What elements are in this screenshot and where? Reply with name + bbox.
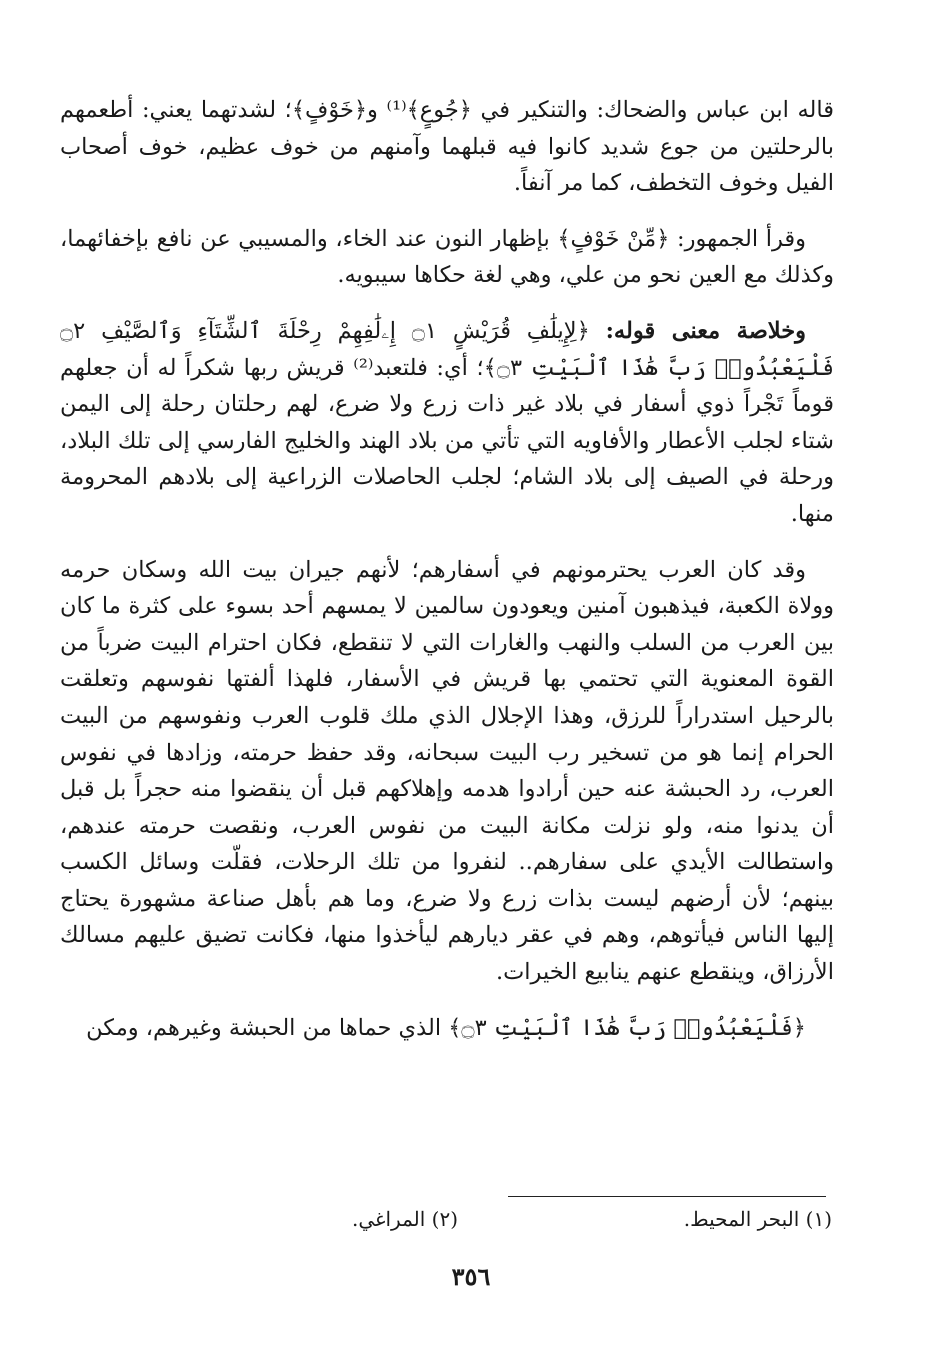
paragraph-1: قاله ابن عباس والضحاك: والتنكير في ﴿جُوعٍ﴾⁽¹⁾ و﴿خَوْفٍ﴾؛ لشدتهما يعني: أطعمهم بالرحلتين من جوع شديد كانوا فيه قبلهما وآمنهم من خوف عظيم، خوف أصحاب الفيل وخوف التخطف، كما مر آنفاً. <box>60 97 834 197</box>
paragraph-3 <box>60 313 834 533</box>
summary-text: ﴿لِإِيلَٰفِ قُرَيْشٍ ۝١ إِۦلَٰفِهِمْ رِحْلَةَ ٱلشِّتَآءِ وَٱلصَّيْفِ ۝٢ فَلْيَعْبُدُوا۟ رَبَّ هَٰذَا ٱلْبَيْتِ ۝٣﴾؛ أي: فلتعبد⁽²⁾ قريش ربها شكراً له أن جعلهم قوماً تَجْراً ذوي أسفار في بلاد غير ذات زرع ولا ضرع، لهم رحلتان رحلة إلى اليمن شتاء لجلب الأعطار والأفاويه التي تأتي من بلاد الهند والخليج الفارسي إلى تلك البلاد، ورحلة في الصيف إلى بلاد الشام؛ لجلب الحاصلات الزراعية إلى بلادهم المحرومة منها. <box>60 317 834 527</box>
paragraph-2: وقرأ الجمهور: ﴿مِّنْ خَوْفٍ﴾ بإظهار النون عند الخاء، والمسيبي عن نافع بإخفائهما، وكذلك مع العين نحو من علي، وهي لغة حكاها سيبويه. <box>60 225 834 289</box>
footnote-separator <box>508 1196 826 1197</box>
footnote-1: (١) البحر المحيط. <box>683 1207 832 1231</box>
summary-heading: وخلاصة معنى قوله: <box>605 317 807 344</box>
footnote-2: (٢) المراغي. <box>351 1207 458 1231</box>
paragraph-4: وقد كان العرب يحترمونهم في أسفارهم؛ لأنهم جيران بيت الله وسكان حرمه وولاة الكعبة، فيذهبون آمنين ويعودون سالمين لا يمسهم أحد بسوء على كثرة ما كان بين العرب من السلب والنهب والغارات التي لا تنقطع، فكان احترام البيت ضرباً من القوة المعنوية التي تحتمي بها قريش في الأسفار، فلهذا ألفتها نفوسهم وتعلقت بالرحيل استدراراً للرزق، وهذا الإجلال الذي ملك قلوب العرب ونفوسهم من البيت الحرام إنما هو من تسخير رب البيت سبحانه، وقد حفظ حرمته، وزادها في نفوس العرب، رد الحبشة عنه حين أرادوا هدمه وإهلاكهم قبل أن ينقضوا منه حجراً بل قبل أن يدنوا منه، ولو نزلت مكانة البيت من نفوس العرب، ونقصت حرمته عندهم، واستطالت الأيدي على سفارهم.. لنفروا من تلك الرحلات، فقلّت وسائل الكسب بينهم؛ لأن أرضهم ليست بذات زرع ولا ضرع، وما هم بأهل صناعة مشهورة يحتاج إليها الناس فيأتوهم، وهم في عقر ديارهم ليأخذوا منها، فكانت تضيق عليهم مسالك الأرزاق، وينقطع عنهم ينابيع الخيرات. <box>60 556 834 986</box>
paragraph-5: ﴿فَلْيَعْبُدُوا۟ رَبَّ هَٰذَا ٱلْبَيْتِ ۝٣﴾ الذي حماها من الحبشة وغيرهم، ومكن <box>86 1014 806 1041</box>
page-number: ٣٥٦ <box>451 1262 491 1291</box>
page-body <box>60 92 834 1046</box>
